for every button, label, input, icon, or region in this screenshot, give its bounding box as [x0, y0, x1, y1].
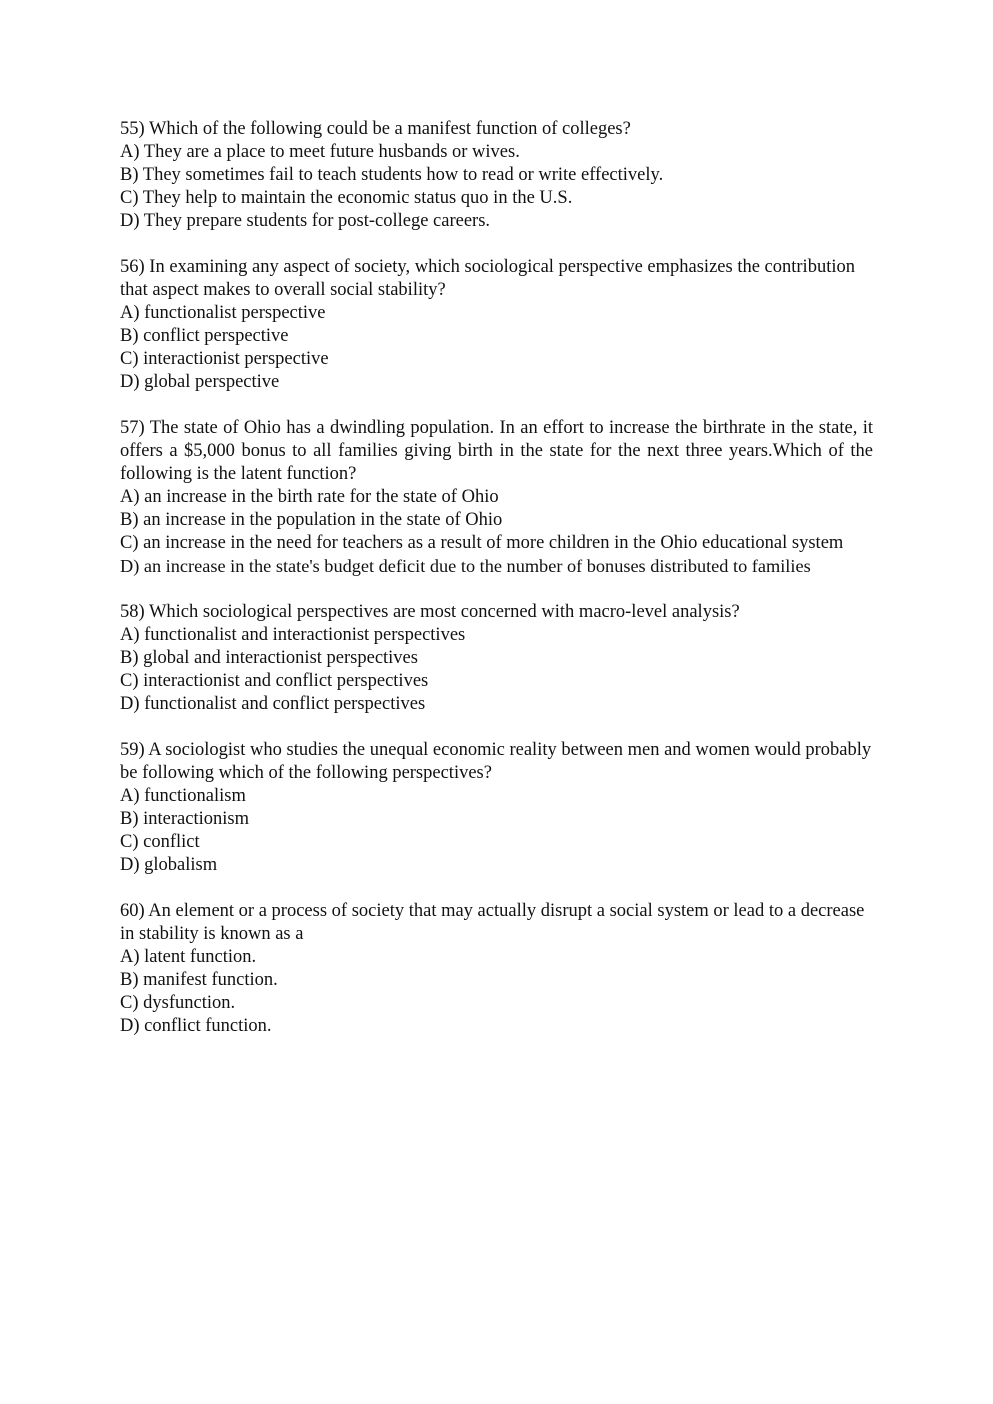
answer-option-a: A) They are a place to meet future husbands or wives. — [120, 142, 520, 162]
answer-option-d: D) globalism — [120, 855, 218, 875]
answer-option-a: A) functionalist perspective — [120, 303, 326, 323]
question-page — [120, 118, 873, 1061]
answer-option-c: C) dysfunction. — [120, 993, 236, 1013]
question-stem: 58) Which sociological perspectives are most concerned with macro-level analysis? — [120, 602, 740, 622]
answer-option-c: C) an increase in the need for teachers as a result of more children in the Ohio educational system — [120, 533, 844, 553]
question-stem: 56) In examining any aspect of society, which sociological perspective emphasizes the contribution that aspect makes to overall social stability? — [120, 257, 855, 300]
question-stem: 57) The state of Ohio has a dwindling population. In an effort to increase the birthrate in the state, it offers a $5,000 bonus to all families giving birth in the state for the next three years.Which of the following is the latent function? — [120, 418, 873, 484]
question-59 — [120, 739, 873, 877]
answer-option-b: B) conflict perspective — [120, 326, 289, 346]
question-stem: 55) Which of the following could be a manifest function of colleges? — [120, 119, 631, 139]
question-56 — [120, 256, 873, 394]
answer-option-d: D) conflict function. — [120, 1016, 272, 1036]
answer-option-d: D) an increase in the state's budget deficit due to the number of bonuses distributed to families — [120, 556, 811, 576]
answer-option-d: D) functionalist and conflict perspectives — [120, 694, 426, 714]
answer-option-b: B) global and interactionist perspectives — [120, 648, 418, 668]
answer-option-c: C) They help to maintain the economic status quo in the U.S. — [120, 188, 573, 208]
answer-option-c: C) interactionist and conflict perspectives — [120, 671, 429, 691]
question-57 — [120, 417, 873, 578]
answer-option-d: D) They prepare students for post-college careers. — [120, 211, 491, 231]
answer-option-a: A) functionalism — [120, 786, 246, 806]
question-58 — [120, 601, 873, 716]
answer-option-b: B) interactionism — [120, 809, 249, 829]
answer-option-a: A) an increase in the birth rate for the state of Ohio — [120, 487, 499, 507]
answer-option-a: A) functionalist and interactionist perspectives — [120, 625, 466, 645]
question-stem: 59) A sociologist who studies the unequal economic reality between men and women would probably be following which of the following perspectives? — [120, 740, 872, 783]
question-60 — [120, 900, 873, 1038]
answer-option-a: A) latent function. — [120, 947, 257, 967]
answer-option-d: D) global perspective — [120, 372, 280, 392]
answer-option-c: C) interactionist perspective — [120, 349, 329, 369]
question-stem: 60) An element or a process of society that may actually disrupt a social system or lead to a decrease in stability is known as a — [120, 901, 865, 944]
answer-option-c: C) conflict — [120, 832, 200, 852]
answer-option-b: B) an increase in the population in the state of Ohio — [120, 510, 503, 530]
answer-option-b: B) They sometimes fail to teach students how to read or write effectively. — [120, 165, 664, 185]
answer-option-b: B) manifest function. — [120, 970, 278, 990]
question-55 — [120, 118, 873, 233]
